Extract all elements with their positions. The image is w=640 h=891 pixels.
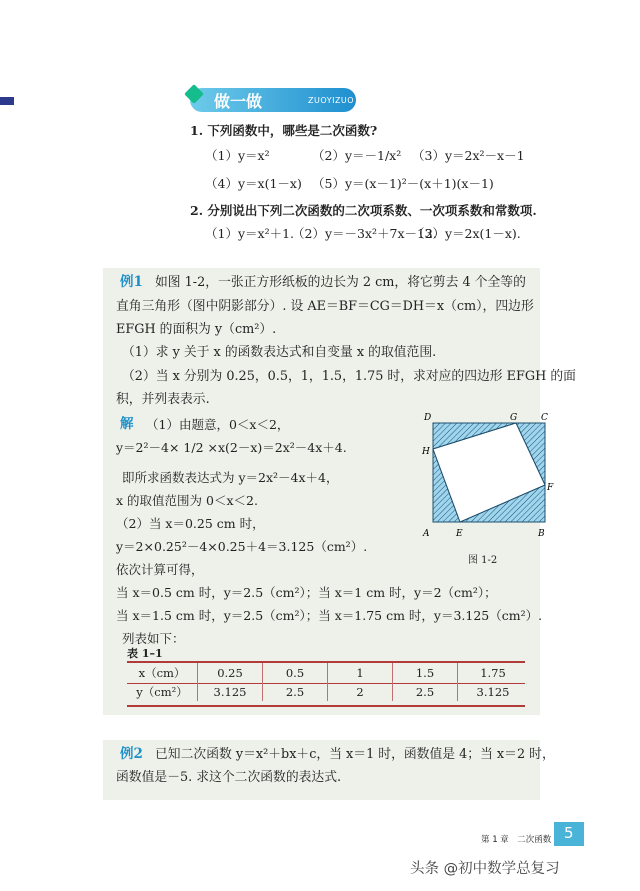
table-cell: 1.75 xyxy=(458,663,529,682)
q1-item-2: （2）y＝－1/x² xyxy=(312,148,402,163)
example1-label: 例1 xyxy=(120,274,143,290)
label-e: E xyxy=(456,529,463,539)
solution-line6: y＝2×0.25²－4×0.25＋4＝3.125（cm²）. xyxy=(116,539,368,554)
q1-item-4: （4）y＝x(1－x) xyxy=(205,176,302,191)
solution-line7: 依次计算可得， xyxy=(116,562,204,577)
footer-chapter: 第 1 章 二次函数 xyxy=(481,835,552,845)
solution-line8: 当 x＝0.5 cm 时，y＝2.5（cm²）；当 x＝1 cm 时，y＝2（cm²）； xyxy=(116,585,497,600)
q2-item-3: （3）y＝2x(1－x). xyxy=(412,226,521,241)
table-cell: 3.125 xyxy=(198,682,263,701)
example1-line3: EFGH 的面积为 y（cm²）. xyxy=(116,322,277,337)
solution-line2: y＝2²－4× 1/2 ×x(2－x)＝2x²－4x＋4. xyxy=(116,440,347,455)
q1-item-1: （1）y＝x² xyxy=(205,148,270,163)
watermark: 头条 @初中数学总复习 xyxy=(410,861,560,877)
table-cell: 2.5 xyxy=(263,682,328,701)
banner-title: 做一做 xyxy=(214,92,263,111)
example1-part2b: 积，并列表表示. xyxy=(116,392,210,407)
q2-prompt: 2. 分别说出下列二次函数的二次项系数、一次项系数和常数项. xyxy=(190,203,537,218)
solution-line5: （2）当 x＝0.25 cm 时， xyxy=(116,516,265,531)
label-d: D xyxy=(424,413,432,423)
q1-item-3: （3）y＝2x²－x－1 xyxy=(412,148,525,163)
q1-item-5: （5）y＝(x－1)²－(x＋1)(x－1) xyxy=(312,176,494,191)
table-row xyxy=(127,663,528,682)
table-header-y: y（cm²） xyxy=(136,684,188,699)
figure-caption: 图 1-2 xyxy=(468,555,498,566)
solution-line3: 即所求函数表达式为 y＝2x²－4x＋4， xyxy=(122,470,339,485)
table-cell: 2 xyxy=(328,682,393,701)
banner-subtitle: ZUOYIZUO xyxy=(308,96,355,105)
figure-square xyxy=(415,408,554,546)
label-b: B xyxy=(538,529,545,539)
label-h: H xyxy=(422,447,430,457)
table-cell: 0.25 xyxy=(198,663,263,682)
example2-label: 例2 xyxy=(120,746,143,762)
table-bottom-rule xyxy=(127,705,525,707)
example1-line1: 如图 1-2，一张正方形纸板的边长为 2 cm，将它剪去 4 个全等的 xyxy=(155,275,526,290)
table-cell: 0.5 xyxy=(263,663,328,682)
example2-line1: 已知二次函数 y＝x²＋bx＋c，当 x＝1 时，函数值是 4；当 x＝2 时， xyxy=(155,747,555,762)
left-edge-mark xyxy=(0,97,14,105)
table-row xyxy=(127,682,528,701)
label-f: F xyxy=(547,483,554,493)
solution-line10: 列表如下： xyxy=(122,631,185,646)
q1-prompt: 1. 下列函数中，哪些是二次函数? xyxy=(190,123,378,138)
label-c: C xyxy=(541,413,548,423)
label-g: G xyxy=(510,413,518,423)
q2-item-1: （1）y＝x²＋1. xyxy=(205,226,295,241)
solution-label: 解 xyxy=(120,416,134,432)
value-table xyxy=(127,663,528,701)
table-cell: 1 xyxy=(328,663,393,682)
solution-line9: 当 x＝1.5 cm 时，y＝2.5（cm²）；当 x＝1.75 cm 时，y＝3.125（cm²）. xyxy=(116,608,543,623)
solution-line1: （1）由题意，0＜x＜2， xyxy=(146,417,290,432)
solution-line4: x 的取值范围为 0＜x＜2. xyxy=(116,493,258,508)
example1-part2a: （2）当 x 分别为 0.25，0.5，1，1.5，1.75 时，求对应的四边形 EFGH 的面 xyxy=(122,369,576,384)
table-header-x: x（cm） xyxy=(138,665,186,680)
example1-part1: （1）求 y 关于 x 的函数表达式和自变量 x 的取值范围. xyxy=(122,345,437,360)
q2-item-2: （2）y＝－3x²＋7x－12. xyxy=(292,226,437,241)
table-cell: 1.5 xyxy=(393,663,458,682)
page-number: 5 xyxy=(564,824,574,842)
table-caption: 表 1–1 xyxy=(127,647,163,660)
table-cell: 2.5 xyxy=(393,682,458,701)
table-cell: 3.125 xyxy=(458,682,529,701)
example1-line2: 直角三角形（图中阴影部分）. 设 AE＝BF＝CG＝DH＝x（cm），四边形 xyxy=(116,299,534,314)
label-a: A xyxy=(423,529,430,539)
example2-line2: 函数值是－5. 求这个二次函数的表达式. xyxy=(116,770,342,785)
